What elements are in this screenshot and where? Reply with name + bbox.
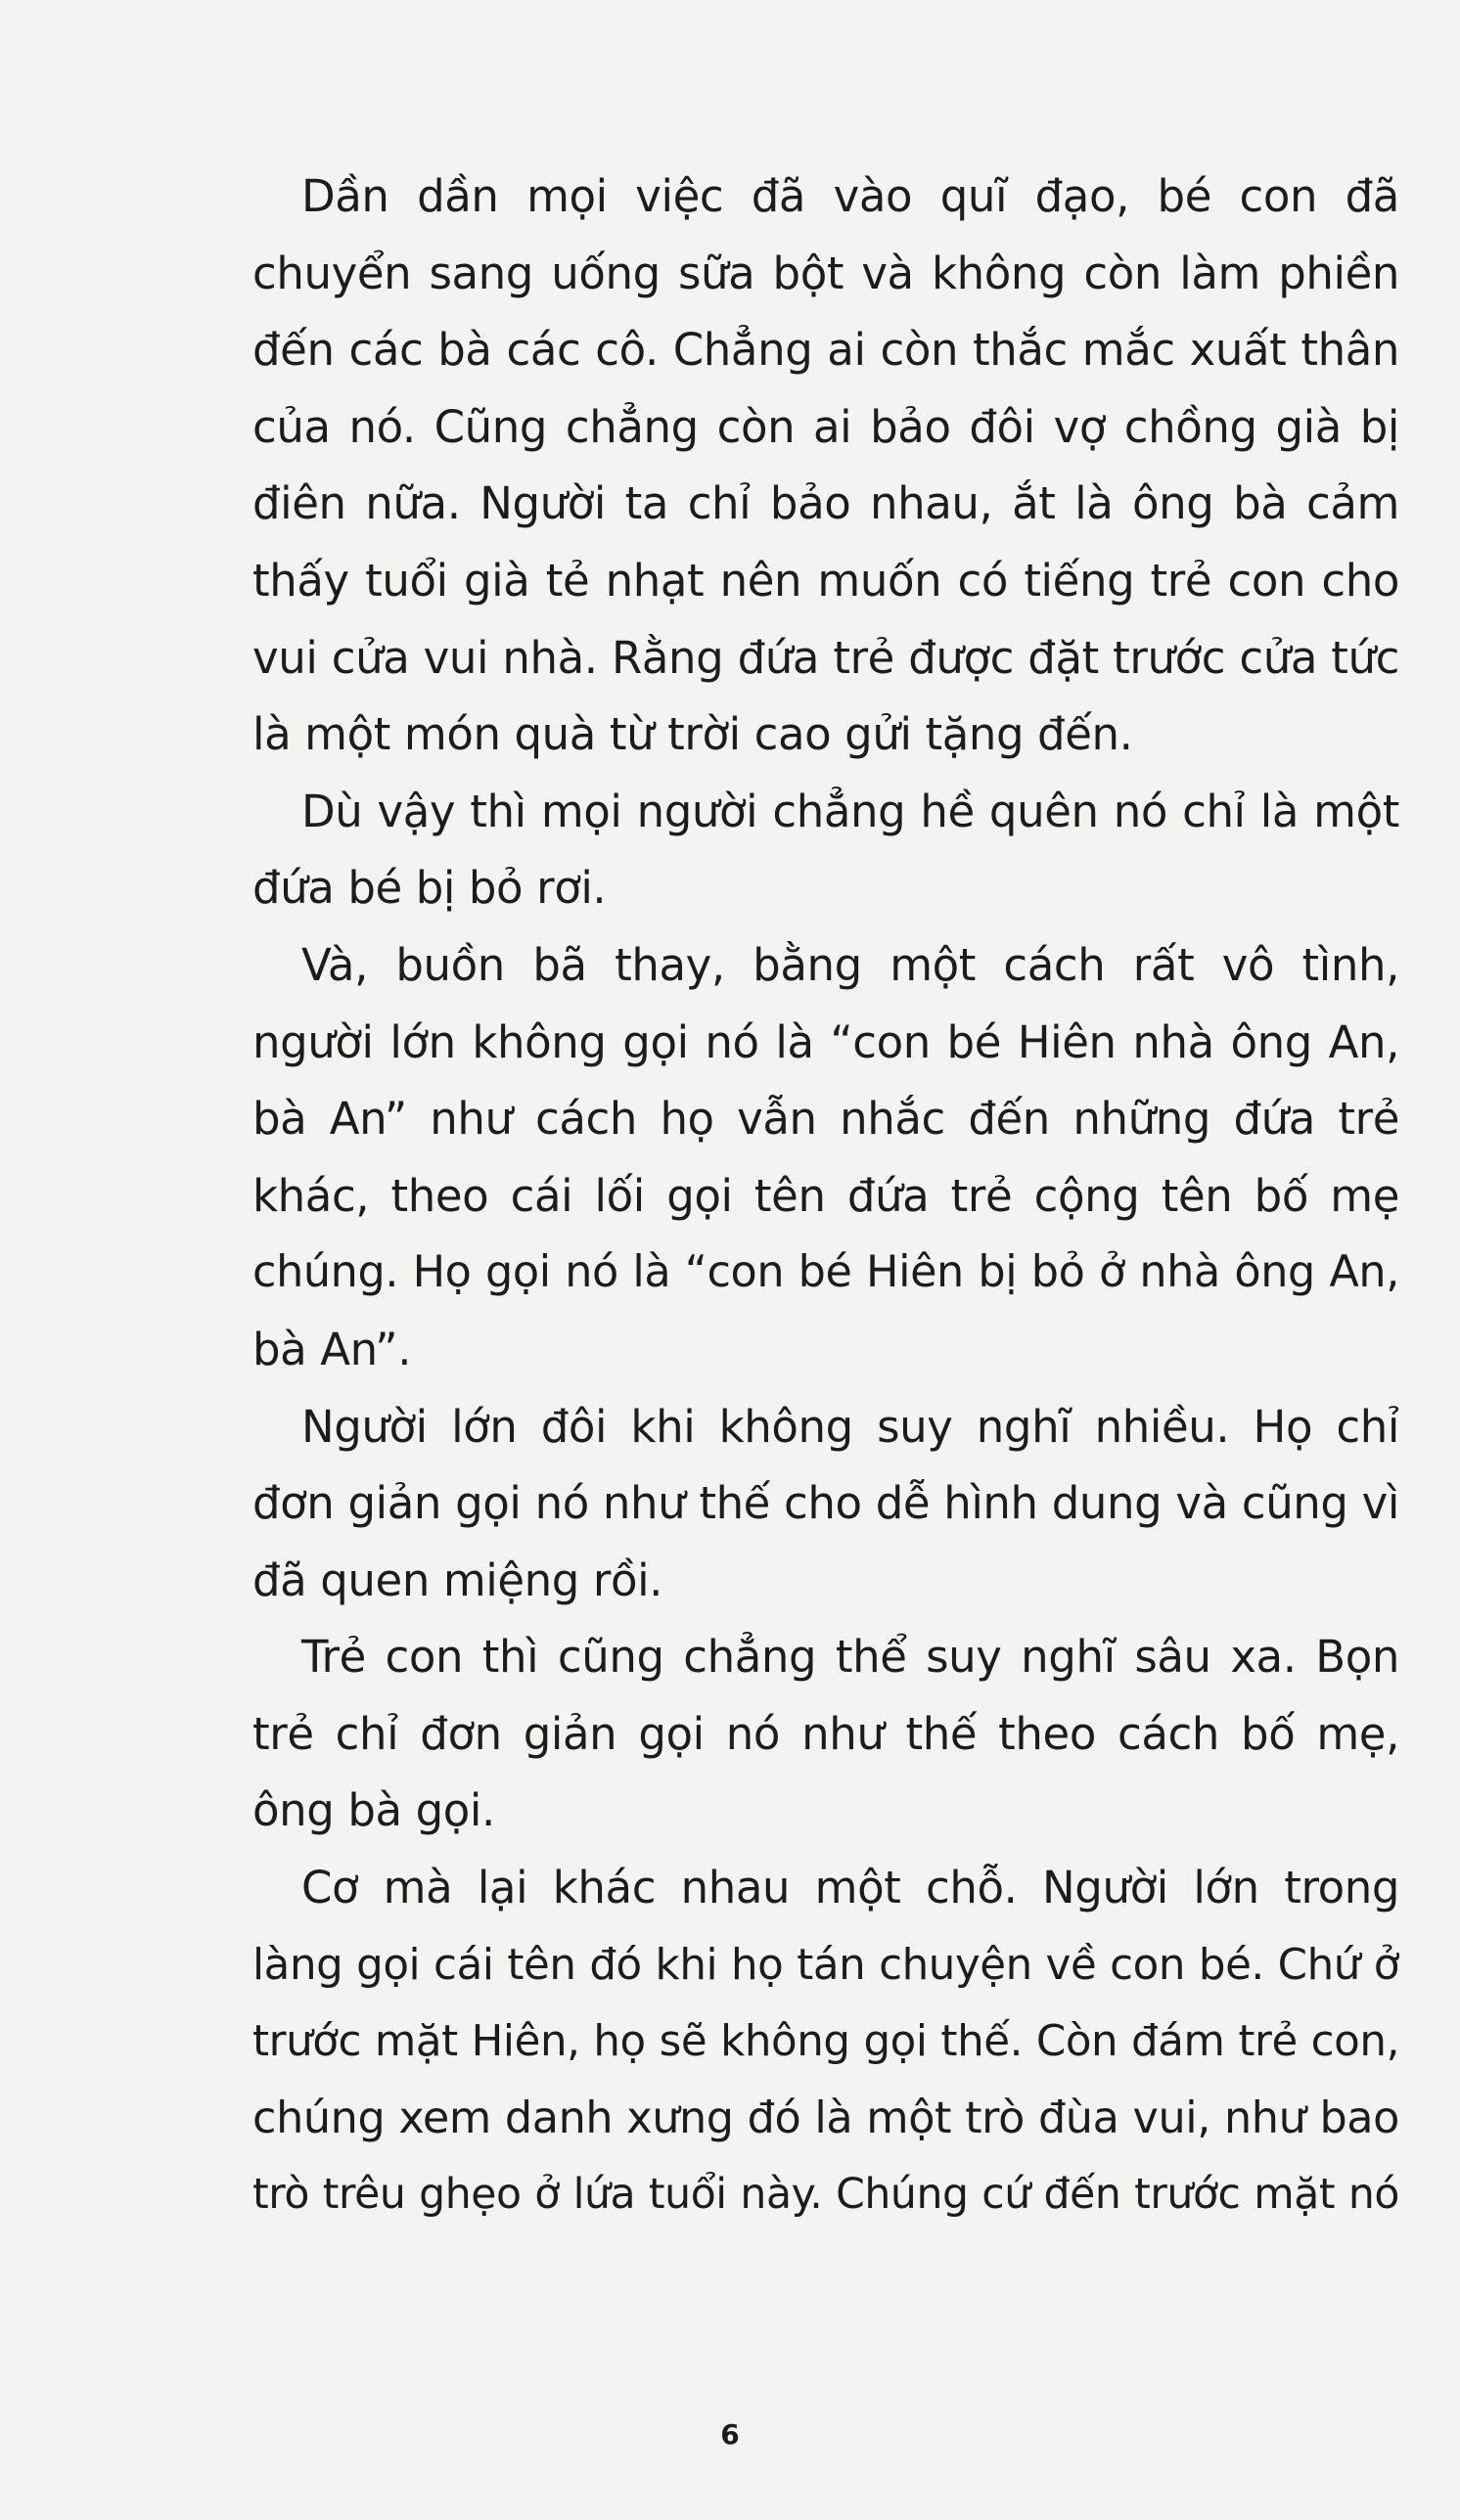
text-line: bà An”. (252, 1323, 412, 1375)
text-line: Dù vậy thì mọi người chẳng hề quên nó chỉ là một (301, 785, 1399, 837)
text-line: chúng xem danh xưng đó là một trò đùa vui, như bao (252, 2092, 1399, 2143)
text-line: đến các bà các cô. Chẳng ai còn thắc mắc xuất thân (252, 324, 1399, 377)
body-text (252, 158, 1399, 2234)
text-line: trước mặt Hiên, họ sẽ không gọi thế. Còn đám trẻ con, (252, 2017, 1399, 2067)
text-line: là một món quà từ trời cao gửi tặng đến. (252, 708, 1133, 761)
text-line: trẻ chỉ đơn giản gọi nó như thế theo cách bố mẹ, (252, 1707, 1399, 1760)
text-line: vui cửa vui nhà. Rằng đứa trẻ được đặt trước cửa tức (252, 631, 1399, 684)
text-line: đứa bé bị bỏ rơi. (252, 862, 607, 915)
text-line: người lớn không gọi nó là “con bé Hiên nhà ông An, (252, 1015, 1399, 1068)
text-line: chuyển sang uống sữa bột và không còn làm phiền (252, 247, 1399, 299)
text-line: Dần dần mọi việc đã vào quĩ đạo, bé con đã (301, 170, 1399, 222)
text-line: chúng. Họ gọi nó là “con bé Hiên bị bỏ ở nhà ông An, (252, 1247, 1399, 1298)
text-line: trò trêu ghẹo ở lứa tuổi này. Chúng cứ đến trước mặt nó (252, 2171, 1399, 2220)
text-line: ông bà gọi. (252, 1784, 495, 1837)
text-line: bà An” như cách họ vẫn nhắc đến những đứa trẻ (252, 1093, 1399, 1146)
text-line: Người lớn đôi khi không suy nghĩ nhiều. Họ chỉ (301, 1400, 1399, 1453)
page-number: 6 (720, 2418, 740, 2451)
text-line: đơn giản gọi nó như thế cho dễ hình dung và cũng vì (252, 1477, 1399, 1530)
text-line: Cơ mà lại khác nhau một chỗ. Người lớn trong (301, 1862, 1399, 1914)
text-line: điên nữa. Người ta chỉ bảo nhau, ắt là ông bà cảm (252, 477, 1399, 530)
text-line: đã quen miệng rồi. (252, 1553, 663, 1606)
text-line: thấy tuổi già tẻ nhạt nên muốn có tiếng trẻ con cho (252, 554, 1399, 607)
text-line: khác, theo cái lối gọi tên đứa trẻ cộng tên bố mẹ (252, 1169, 1399, 1222)
text-line: Trẻ con thì cũng chẳng thể suy nghĩ sâu xa. Bọn (301, 1631, 1399, 1684)
text-line: làng gọi cái tên đó khi họ tán chuyện về con bé. Chứ ở (252, 1940, 1399, 1990)
text-line: Và, buồn bã thay, bằng một cách rất vô tình, (301, 938, 1399, 991)
text-line: của nó. Cũng chẳng còn ai bảo đôi vợ chồng già bị (252, 400, 1399, 453)
